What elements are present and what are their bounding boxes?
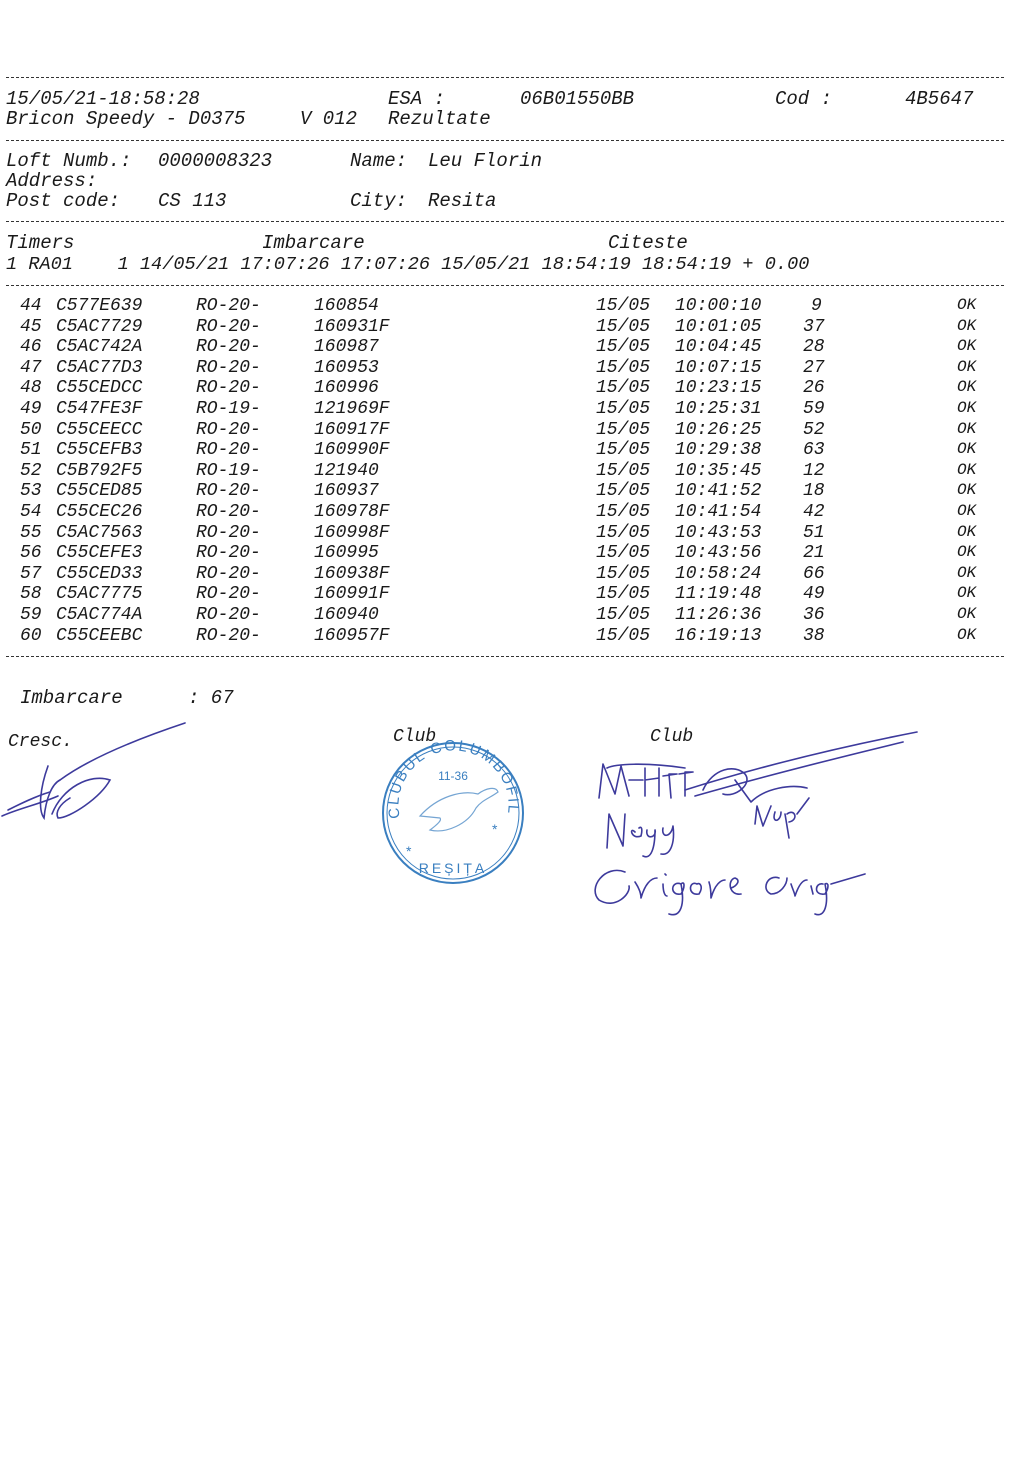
separator: [6, 221, 1004, 222]
pigeon-code: 9: [811, 296, 822, 316]
ring-prefix: RO-20-: [196, 419, 261, 440]
ring-prefix: RO-20-: [196, 337, 261, 358]
arrival-date: 15/05: [596, 296, 651, 316]
row-number: 57: [20, 563, 42, 584]
chip-id: C5AC7563: [56, 522, 143, 543]
pigeon-code: 28: [803, 337, 825, 358]
arrival-time: 10:41:54: [675, 502, 762, 522]
club-label-2: Club: [650, 727, 694, 747]
arrival-date: 15/05: [596, 625, 651, 646]
club-signatures: [585, 728, 925, 918]
separator: [6, 140, 1004, 141]
chip-id: C5AC774A: [56, 605, 143, 625]
ring-number: 160931F: [314, 316, 390, 337]
loft-number-label: Loft Numb.:: [6, 150, 132, 172]
row-number: 52: [20, 460, 42, 481]
pigeon-code: 51: [803, 522, 825, 543]
arrival-time: 10:29:38: [675, 440, 762, 461]
pigeon-code: 49: [803, 584, 825, 605]
row-number: 59: [20, 605, 42, 625]
chip-id: C55CEFB3: [56, 440, 143, 461]
city-value: Resita: [428, 190, 497, 212]
row-number: 49: [20, 399, 42, 419]
arrival-date: 15/05: [596, 563, 651, 584]
timer-line: 1 RA01 1 14/05/21 17:07:26 17:07:26 15/05/21 18:54:19 18:54:19 + 0.00: [6, 254, 810, 275]
pigeon-code: 52: [803, 419, 825, 440]
ring-prefix: RO-20-: [196, 522, 261, 543]
row-number: 58: [20, 584, 42, 605]
loft-number-value: 0000008323: [158, 150, 273, 172]
arrival-time: 10:04:45: [675, 337, 762, 358]
arrival-date: 15/05: [596, 522, 651, 543]
row-number: 48: [20, 378, 42, 399]
chip-id: C55CED33: [56, 563, 143, 584]
status: OK: [957, 378, 977, 397]
arrival-time: 10:26:25: [675, 419, 762, 440]
ring-number: 121940: [314, 460, 379, 481]
status: OK: [957, 563, 977, 582]
club-stamp: [378, 738, 528, 888]
row-number: 56: [20, 543, 42, 564]
ring-number: 160953: [314, 357, 379, 378]
report-datetime: 15/05/21-18:58:28: [6, 88, 200, 110]
chip-id: C55CEDCC: [56, 378, 143, 399]
esa-label: ESA :: [388, 88, 446, 110]
breeder-signature: [0, 718, 200, 838]
status: OK: [957, 543, 977, 562]
city-label: City:: [350, 190, 408, 212]
arrival-time: 10:43:56: [675, 543, 762, 564]
stamp-code: 11-36: [438, 769, 468, 783]
arrival-time: 16:19:13: [675, 625, 762, 646]
status: OK: [957, 625, 977, 644]
arrival-time: 11:26:36: [675, 605, 762, 625]
separator: [6, 77, 1004, 78]
ring-number: 160917F: [314, 419, 390, 440]
arrival-time: 10:41:52: [675, 481, 762, 502]
arrival-date: 15/05: [596, 460, 651, 481]
arrival-time: 10:43:53: [675, 522, 762, 543]
arrival-time: 10:25:31: [675, 399, 762, 419]
post-code-value: CS 113: [158, 190, 227, 212]
chip-id: C55CEEBC: [56, 625, 143, 646]
ring-prefix: RO-20-: [196, 316, 261, 337]
chip-id: C55CEFE3: [56, 543, 143, 564]
device-name: Bricon Speedy - D0375: [6, 108, 246, 130]
status: OK: [957, 522, 977, 541]
ring-number: 160995: [314, 543, 379, 564]
name-value: Leu Florin: [428, 150, 543, 172]
pigeon-code: 18: [803, 481, 825, 502]
arrival-date: 15/05: [596, 543, 651, 564]
arrival-date: 15/05: [596, 481, 651, 502]
arrival-time: 10:35:45: [675, 460, 762, 481]
pigeon-code: 27: [803, 357, 825, 378]
arrival-date: 15/05: [596, 378, 651, 399]
pigeon-code: 26: [803, 378, 825, 399]
row-number: 54: [20, 502, 42, 522]
status: OK: [957, 605, 977, 623]
pigeon-code: 42: [803, 502, 825, 522]
pigeon-code: 12: [803, 460, 825, 481]
club-label-1: Club: [393, 727, 437, 747]
ring-prefix: RO-20-: [196, 502, 261, 522]
name-label: Name:: [350, 150, 408, 172]
row-number: 44: [20, 296, 42, 316]
arrival-time: 10:23:15: [675, 378, 762, 399]
row-number: 45: [20, 316, 42, 337]
arrival-date: 15/05: [596, 316, 651, 337]
ring-number: 160990F: [314, 440, 390, 461]
ring-prefix: RO-20-: [196, 563, 261, 584]
ring-number: 121969F: [314, 399, 390, 419]
chip-id: C55CEC26: [56, 502, 143, 522]
ring-number: 160937: [314, 481, 379, 502]
chip-id: C5AC742A: [56, 337, 143, 358]
imbarcare-total-label: Imbarcare: [20, 687, 123, 709]
chip-id: C5B792F5: [56, 460, 143, 481]
breeder-signature-label: Cresc.: [8, 732, 73, 752]
ring-number: 160987: [314, 337, 379, 358]
imbarcare-column-label: Imbarcare: [262, 232, 365, 254]
report-type: Rezultate: [388, 108, 491, 130]
imbarcare-total-value: : 67: [188, 687, 234, 709]
row-number: 53: [20, 481, 42, 502]
chip-id: C55CED85: [56, 481, 143, 502]
ring-number: 160938F: [314, 563, 390, 584]
arrival-date: 15/05: [596, 440, 651, 461]
stamp-text-top: CLUBUL COLUMBOFIL: [385, 738, 522, 820]
separator: [6, 285, 1004, 286]
pigeon-code: 59: [803, 399, 825, 419]
status: OK: [957, 296, 977, 314]
ring-prefix: RO-20-: [196, 440, 261, 461]
ring-prefix: RO-20-: [196, 605, 261, 625]
row-number: 51: [20, 440, 42, 461]
row-number: 47: [20, 357, 42, 378]
pigeon-code: 66: [803, 563, 825, 584]
status: OK: [957, 460, 977, 479]
arrival-date: 15/05: [596, 337, 651, 358]
ring-number: 160991F: [314, 584, 390, 605]
row-number: 50: [20, 419, 42, 440]
cod-label: Cod :: [775, 88, 833, 110]
timers-label: Timers: [6, 232, 75, 254]
address-label: Address:: [6, 170, 98, 192]
ring-prefix: RO-20-: [196, 625, 261, 646]
ring-prefix: RO-20-: [196, 378, 261, 399]
status: OK: [957, 419, 977, 438]
arrival-date: 15/05: [596, 605, 651, 625]
separator: [6, 656, 1004, 657]
esa-value: 06B01550BB: [520, 88, 635, 110]
ring-number: 160940: [314, 605, 379, 625]
arrival-time: 11:19:48: [675, 584, 762, 605]
chip-id: C547FE3F: [56, 399, 143, 419]
pigeon-code: 37: [803, 316, 825, 337]
status: OK: [957, 502, 977, 520]
row-number: 55: [20, 522, 42, 543]
status: OK: [957, 399, 977, 417]
svg-text:*: *: [406, 843, 412, 859]
status: OK: [957, 440, 977, 459]
ring-prefix: RO-20-: [196, 543, 261, 564]
status: OK: [957, 357, 977, 376]
status: OK: [957, 481, 977, 500]
stamp-city: REȘIȚA: [418, 860, 488, 876]
chip-id: C5AC7729: [56, 316, 143, 337]
ring-number: 160996: [314, 378, 379, 399]
arrival-date: 15/05: [596, 399, 651, 419]
ring-number: 160998F: [314, 522, 390, 543]
status: OK: [957, 337, 977, 356]
chip-id: C55CEECC: [56, 419, 143, 440]
version: V 012: [300, 108, 358, 130]
arrival-time: 10:58:24: [675, 563, 762, 584]
arrival-date: 15/05: [596, 584, 651, 605]
status: OK: [957, 316, 977, 335]
arrival-date: 15/05: [596, 502, 651, 522]
cod-value: 4B5647: [905, 88, 974, 110]
ring-number: 160978F: [314, 502, 390, 522]
status: OK: [957, 584, 977, 603]
ring-prefix: RO-20-: [196, 357, 261, 378]
arrival-date: 15/05: [596, 357, 651, 378]
chip-id: C5AC7775: [56, 584, 143, 605]
ring-prefix: RO-20-: [196, 481, 261, 502]
ring-number: 160854: [314, 296, 379, 316]
arrival-time: 10:00:10: [675, 296, 762, 316]
svg-text:*: *: [492, 821, 498, 837]
ring-prefix: RO-20-: [196, 584, 261, 605]
row-number: 46: [20, 337, 42, 358]
pigeon-code: 21: [803, 543, 825, 564]
ring-prefix: RO-19-: [196, 460, 261, 481]
ring-number: 160957F: [314, 625, 390, 646]
arrival-time: 10:07:15: [675, 357, 762, 378]
arrival-time: 10:01:05: [675, 316, 762, 337]
ring-prefix: RO-20-: [196, 296, 261, 316]
pigeon-code: 38: [803, 625, 825, 646]
arrival-date: 15/05: [596, 419, 651, 440]
post-code-label: Post code:: [6, 190, 121, 212]
pigeon-code: 36: [803, 605, 825, 625]
chip-id: C577E639: [56, 296, 143, 316]
ring-prefix: RO-19-: [196, 399, 261, 419]
row-number: 60: [20, 625, 42, 646]
citeste-column-label: Citeste: [608, 232, 688, 254]
pigeon-code: 63: [803, 440, 825, 461]
chip-id: C5AC77D3: [56, 357, 143, 378]
